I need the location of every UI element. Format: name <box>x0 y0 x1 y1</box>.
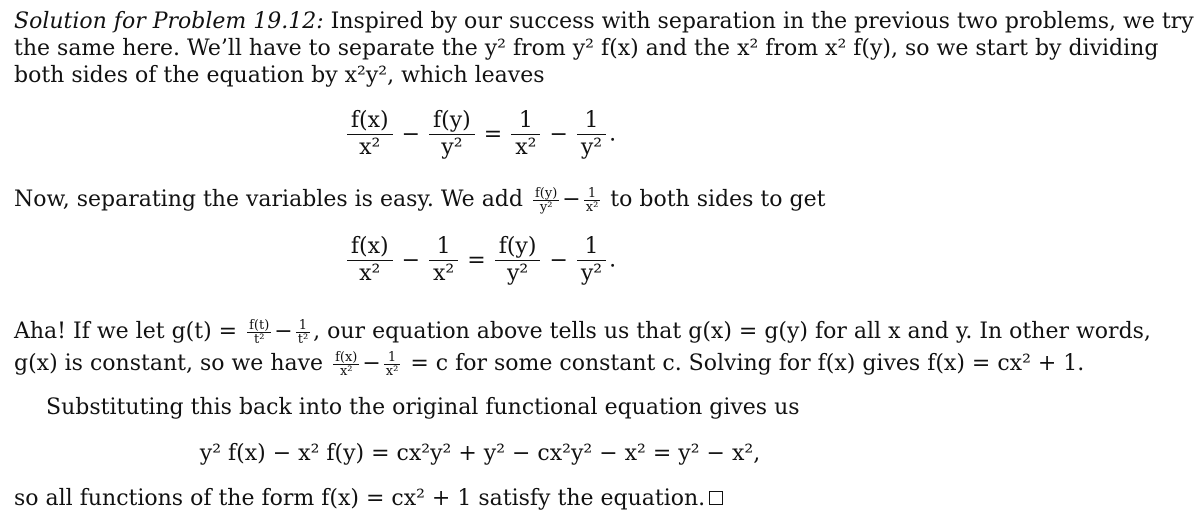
eq1-fraction-4 <box>577 108 606 161</box>
eq1-period: . <box>609 121 617 147</box>
eq1-num-4: 1 <box>577 108 606 135</box>
paragraph-conclusion <box>14 485 949 512</box>
para2-text-after: to both sides to get <box>610 187 826 212</box>
aha-text-1b: , our equation above tells us that g(x) = g(y) for all x and y. In other words, <box>313 319 1151 344</box>
eq2-fraction-1 <box>347 234 393 287</box>
aha-line-1 <box>14 316 1151 348</box>
qed-box-icon <box>709 491 723 505</box>
para2-den-1: y² <box>539 199 553 215</box>
aha-fraction-2 <box>296 319 310 346</box>
eq2-fraction-2 <box>429 234 458 287</box>
para2-num-2: 1 <box>584 187 601 201</box>
eq1-fraction-1 <box>347 108 393 161</box>
substituting-text: Substituting this back into the original functional equation gives us <box>46 395 800 420</box>
para2-fraction-2 <box>584 187 601 214</box>
eq3-text: y² f(x) − x² f(y) = cx²y² + y² − cx²y² − x² = y² − x², <box>199 441 761 466</box>
aha-minus-2: − <box>362 351 381 376</box>
eq1-num-2: f(y) <box>429 108 475 135</box>
para2-num-1: f(y) <box>534 185 558 201</box>
eq1-den-2: y² <box>441 135 463 160</box>
eq2-den-1: x² <box>359 261 381 286</box>
equation-1 <box>0 108 960 161</box>
aha-num-2: 1 <box>296 319 310 333</box>
eq1-num-3: 1 <box>511 108 540 135</box>
aha-den-2: t² <box>297 331 309 347</box>
equation-2 <box>0 234 960 287</box>
aha-fraction-4 <box>384 351 401 378</box>
eq1-num-1: f(x) <box>347 108 393 135</box>
eq1-den-1: x² <box>359 135 381 160</box>
eq2-num-2: 1 <box>429 234 458 261</box>
paragraph-substituting <box>46 394 981 421</box>
aha-num-1: f(t) <box>249 317 270 333</box>
eq2-minus-2: − <box>549 248 568 273</box>
intro-line-2: the same here. We’ll have to separate the y² from y² f(x) and the x² from x² f(y), so we start by dividing <box>14 36 1159 61</box>
eq2-fraction-3 <box>495 234 541 287</box>
eq2-equals: = <box>467 248 486 273</box>
eq2-period: . <box>609 247 617 273</box>
aha-line-2 <box>14 348 1085 380</box>
eq1-equals: = <box>483 122 503 147</box>
para2-text-before: Now, separating the variables is easy. We add <box>14 187 523 212</box>
eq1-den-4: y² <box>580 135 603 160</box>
eq1-den-3: x² <box>515 135 537 160</box>
aha-num-4: 1 <box>384 351 401 365</box>
para2-den-2: x² <box>585 199 599 215</box>
conclusion-text: so all functions of the form f(x) = cx² + 1 satisfy the equation. <box>14 486 706 511</box>
eq1-minus-2: − <box>549 122 568 147</box>
aha-minus-1: − <box>274 319 293 344</box>
eq2-num-4: 1 <box>577 234 606 261</box>
solution-label: Solution for Problem 19.12: <box>14 9 324 34</box>
eq2-fraction-4 <box>577 234 606 287</box>
para2-minus: − <box>562 187 581 212</box>
eq1-fraction-2 <box>429 108 475 161</box>
eq2-minus-1: − <box>401 248 421 273</box>
paragraph-intro <box>14 8 1194 89</box>
para2-fraction-1 <box>533 187 559 214</box>
eq1-fraction-3 <box>511 108 540 161</box>
eq2-num-3: f(y) <box>495 234 541 261</box>
aha-text-2b: = c for some constant c. Solving for f(x) gives f(x) = cx² + 1. <box>410 351 1085 376</box>
aha-den-1: t² <box>253 331 265 347</box>
paragraph-aha <box>14 316 1151 380</box>
aha-text-1a: Aha! If we let g(t) = <box>14 319 238 344</box>
eq2-den-2: x² <box>433 261 455 286</box>
intro-text-1: Inspired by our success with separation in the previous two problems, we try <box>330 9 1194 34</box>
aha-text-2a: g(x) is constant, so we have <box>14 351 324 376</box>
equation-3 <box>0 440 960 467</box>
eq2-den-3: y² <box>506 261 529 286</box>
eq1-minus-1: − <box>401 122 421 147</box>
aha-num-3: f(x) <box>335 349 358 365</box>
paragraph-separating <box>14 186 949 214</box>
aha-den-3: x² <box>339 363 353 379</box>
eq2-num-1: f(x) <box>347 234 393 261</box>
aha-fraction-1 <box>247 319 271 346</box>
intro-line-3: both sides of the equation by x²y², which leaves <box>14 63 545 88</box>
aha-den-4: x² <box>385 363 399 379</box>
intro-line-1 <box>14 8 1194 35</box>
aha-fraction-3 <box>333 351 359 378</box>
eq2-den-4: y² <box>580 261 603 286</box>
